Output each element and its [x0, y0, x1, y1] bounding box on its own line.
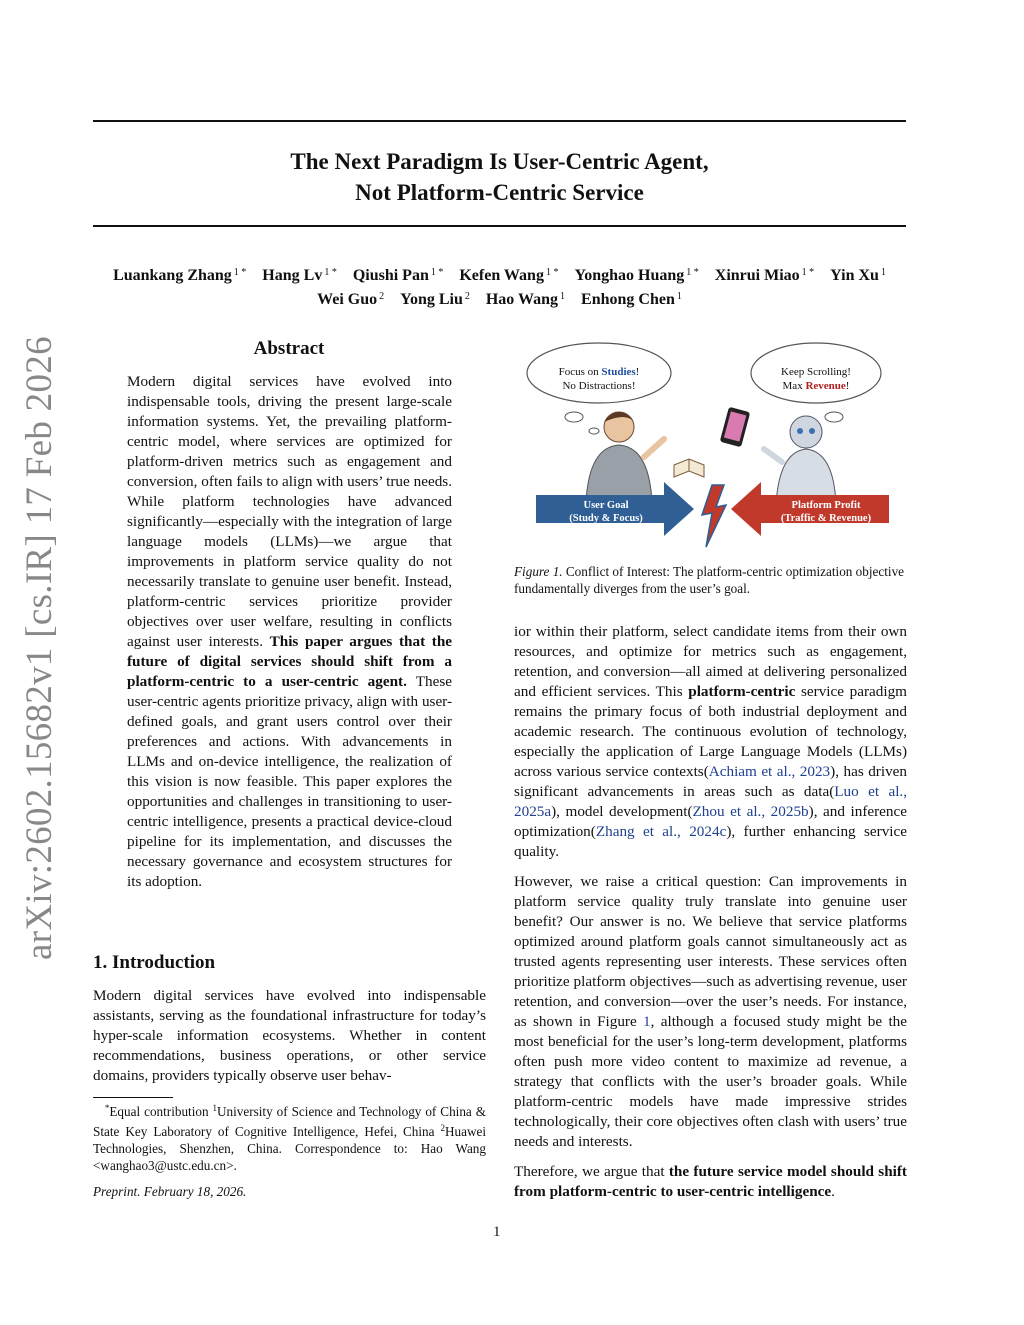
svg-text:Max Revenue!: Max Revenue!: [782, 380, 850, 392]
citation-link[interactable]: Achiam et al., 2023: [708, 763, 831, 780]
author: Xinrui Miao $^{1 *}$: [714, 267, 815, 284]
author: Yong Liu $^2$: [400, 291, 470, 308]
author: Luankang Zhang $^{1 *}$: [113, 267, 247, 284]
title-line-1: The Next Paradigm Is User-Centric Agent,: [290, 149, 709, 174]
title-top-rule: [93, 120, 906, 122]
svg-text:Keep Scrolling!: Keep Scrolling!: [781, 366, 851, 378]
svg-text:No Distractions!: No Distractions!: [562, 380, 636, 392]
page-number: 1: [493, 1224, 501, 1240]
svg-text:(Study & Focus): (Study & Focus): [569, 513, 643, 524]
abstract-text: Modern digital services have evolved into indispensable tools, driving the present large-scale information systems. Yet, the prevailing platform-centric model, where services are optimized for platform-driven metrics such as engagement and conversion, often fails to align with users’ true needs. While platform technologies have advanced significantly—especially with the integration of large language models (LLMs)—we argue that improvements in platform service quality do not necessarily translate to genuine user benefit. Instead, platform-centric services prioritize provider objectives over user welfare, resulting in conflicts against user interests. This paper argues that the future of digital services should shift from a platform-centric to a user-centric agent. These user-centric agents prioritize privacy, align with user-defined goals, and grant users control over their preferences and actions. With advancements in LLMs and on-device intelligence, the realization of this vision is now feasible. This paper explores the opportunities and challenges in transitioning to user-centric intelligence, presents a practical device-cloud pipeline for its implementation, and discusses the necessary governance and ecosystem structures for its adoption.: [127, 373, 453, 890]
figure-1: [514, 337, 904, 557]
svg-text:Platform Profit: Platform Profit: [791, 500, 861, 511]
author: Kefen Wang $^{1 *}$: [459, 267, 559, 284]
author: Yin Xu $^1$: [830, 267, 886, 284]
phone-icon: [720, 407, 751, 447]
abstract-heading: Abstract: [253, 338, 325, 359]
svg-text:(Traffic & Revenue): (Traffic & Revenue): [780, 513, 872, 524]
author: Qiushi Pan $^{1 *}$: [352, 267, 444, 284]
svg-text:User Goal: User Goal: [583, 500, 629, 511]
book-icon: [674, 459, 704, 477]
title-bottom-rule: [93, 225, 906, 227]
introduction-text: Modern digital services have evolved into indispensable assistants, serving as the foundational infrastructure for today’s hyper-scale information ecosystems. Whether in content recommendations, business operations, or other service domains, providers typically observe user behav-: [93, 987, 486, 1084]
author-line-1: [93, 262, 906, 286]
lightning-icon: [702, 485, 726, 547]
figure-caption: Figure 1. Conflict of Interest: The platform-centric optimization objective fundamentally diverges from the user’s goal.: [514, 564, 905, 596]
svg-text:Focus on Studies!: Focus on Studies!: [558, 366, 640, 378]
preprint-note: Preprint. February 18, 2026.: [93, 1184, 247, 1199]
figure-illustration: [514, 337, 904, 557]
author: Wei Guo $^2$: [317, 291, 385, 308]
citation-link[interactable]: Zhang et al., 2024c: [595, 823, 727, 840]
citation-link[interactable]: Luo et al., 2025a: [514, 783, 908, 820]
citation-link[interactable]: Zhou et al., 2025b: [692, 803, 809, 820]
robot-icon: [764, 416, 836, 505]
title-line-2: Not Platform-Centric Service: [355, 180, 644, 205]
author: Yonghao Huang $^{1 *}$: [574, 267, 699, 284]
footnote-rule: [93, 1097, 173, 1098]
paragraph: ior within their platform, select candidate items from their own resources, and optimize for metrics such as engagement, retention, and conversion—all aimed at delivering personalized and efficient services. This platform-centric service paradigm remains the primary focus of both industrial deployment and academic research. The continuous evolution of technology, especially the application of Large Language Models (LLMs) across various service contexts(Achiam et al., 2023), has driven significant advancements in areas such as data(Luo et al., 2025a), model development(Zhou et al., 2025b), and inference optimization(Zhang et al., 2024c), further enhancing service quality.: [514, 623, 908, 860]
arxiv-watermark: arXiv:2602.15682v1 [cs.IR] 17 Feb 2026: [19, 336, 60, 960]
author: Hang Lv $^{1 *}$: [262, 267, 337, 284]
author: Hao Wang $^1$: [485, 291, 566, 308]
paragraph: Therefore, we argue that the future service model should shift from platform-centric to user-centric intelligence.: [514, 1163, 907, 1200]
author-line-2: [93, 286, 906, 310]
figure-reference-link[interactable]: 1: [643, 1013, 651, 1030]
author-list: [93, 262, 906, 310]
author: Enhong Chen $^1$: [581, 291, 682, 308]
thought-bubble-user: [527, 343, 671, 434]
student-icon: [586, 412, 664, 502]
paragraph: However, we raise a critical question: Can improvements in platform service quality truly translate into genuine user benefit? Our answer is no. We believe that service platforms optimized around platform goals cannot simultaneously act as trusted agents representing user interests. These services often prioritize platform objectives—such as advertising revenue, user retention, and conversion—over the user’s needs. For instance, as shown in Figure 1, although a focused study might be the most beneficial for the user’s long-term development, platforms often push more video content to maximize ad revenue, a strategy that conflicts with the user’s broader goals. While platform-centric models have made impressive strides technologically, their core objectives often clash with users’ true needs and interests.: [514, 873, 907, 1150]
section-heading-introduction: 1. Introduction: [93, 952, 216, 973]
footnote: *Equal contribution $^1$University of Science and Technology of China & State Key Laboratory of Cognitive Intelligence, Hefei, China $^2$Huawei Technologies, Shenzhen, China. Correspondence to: Hao Wang <wanghao3@ustc.edu.cn>.: [93, 1103, 486, 1173]
paper-title: [93, 146, 906, 208]
